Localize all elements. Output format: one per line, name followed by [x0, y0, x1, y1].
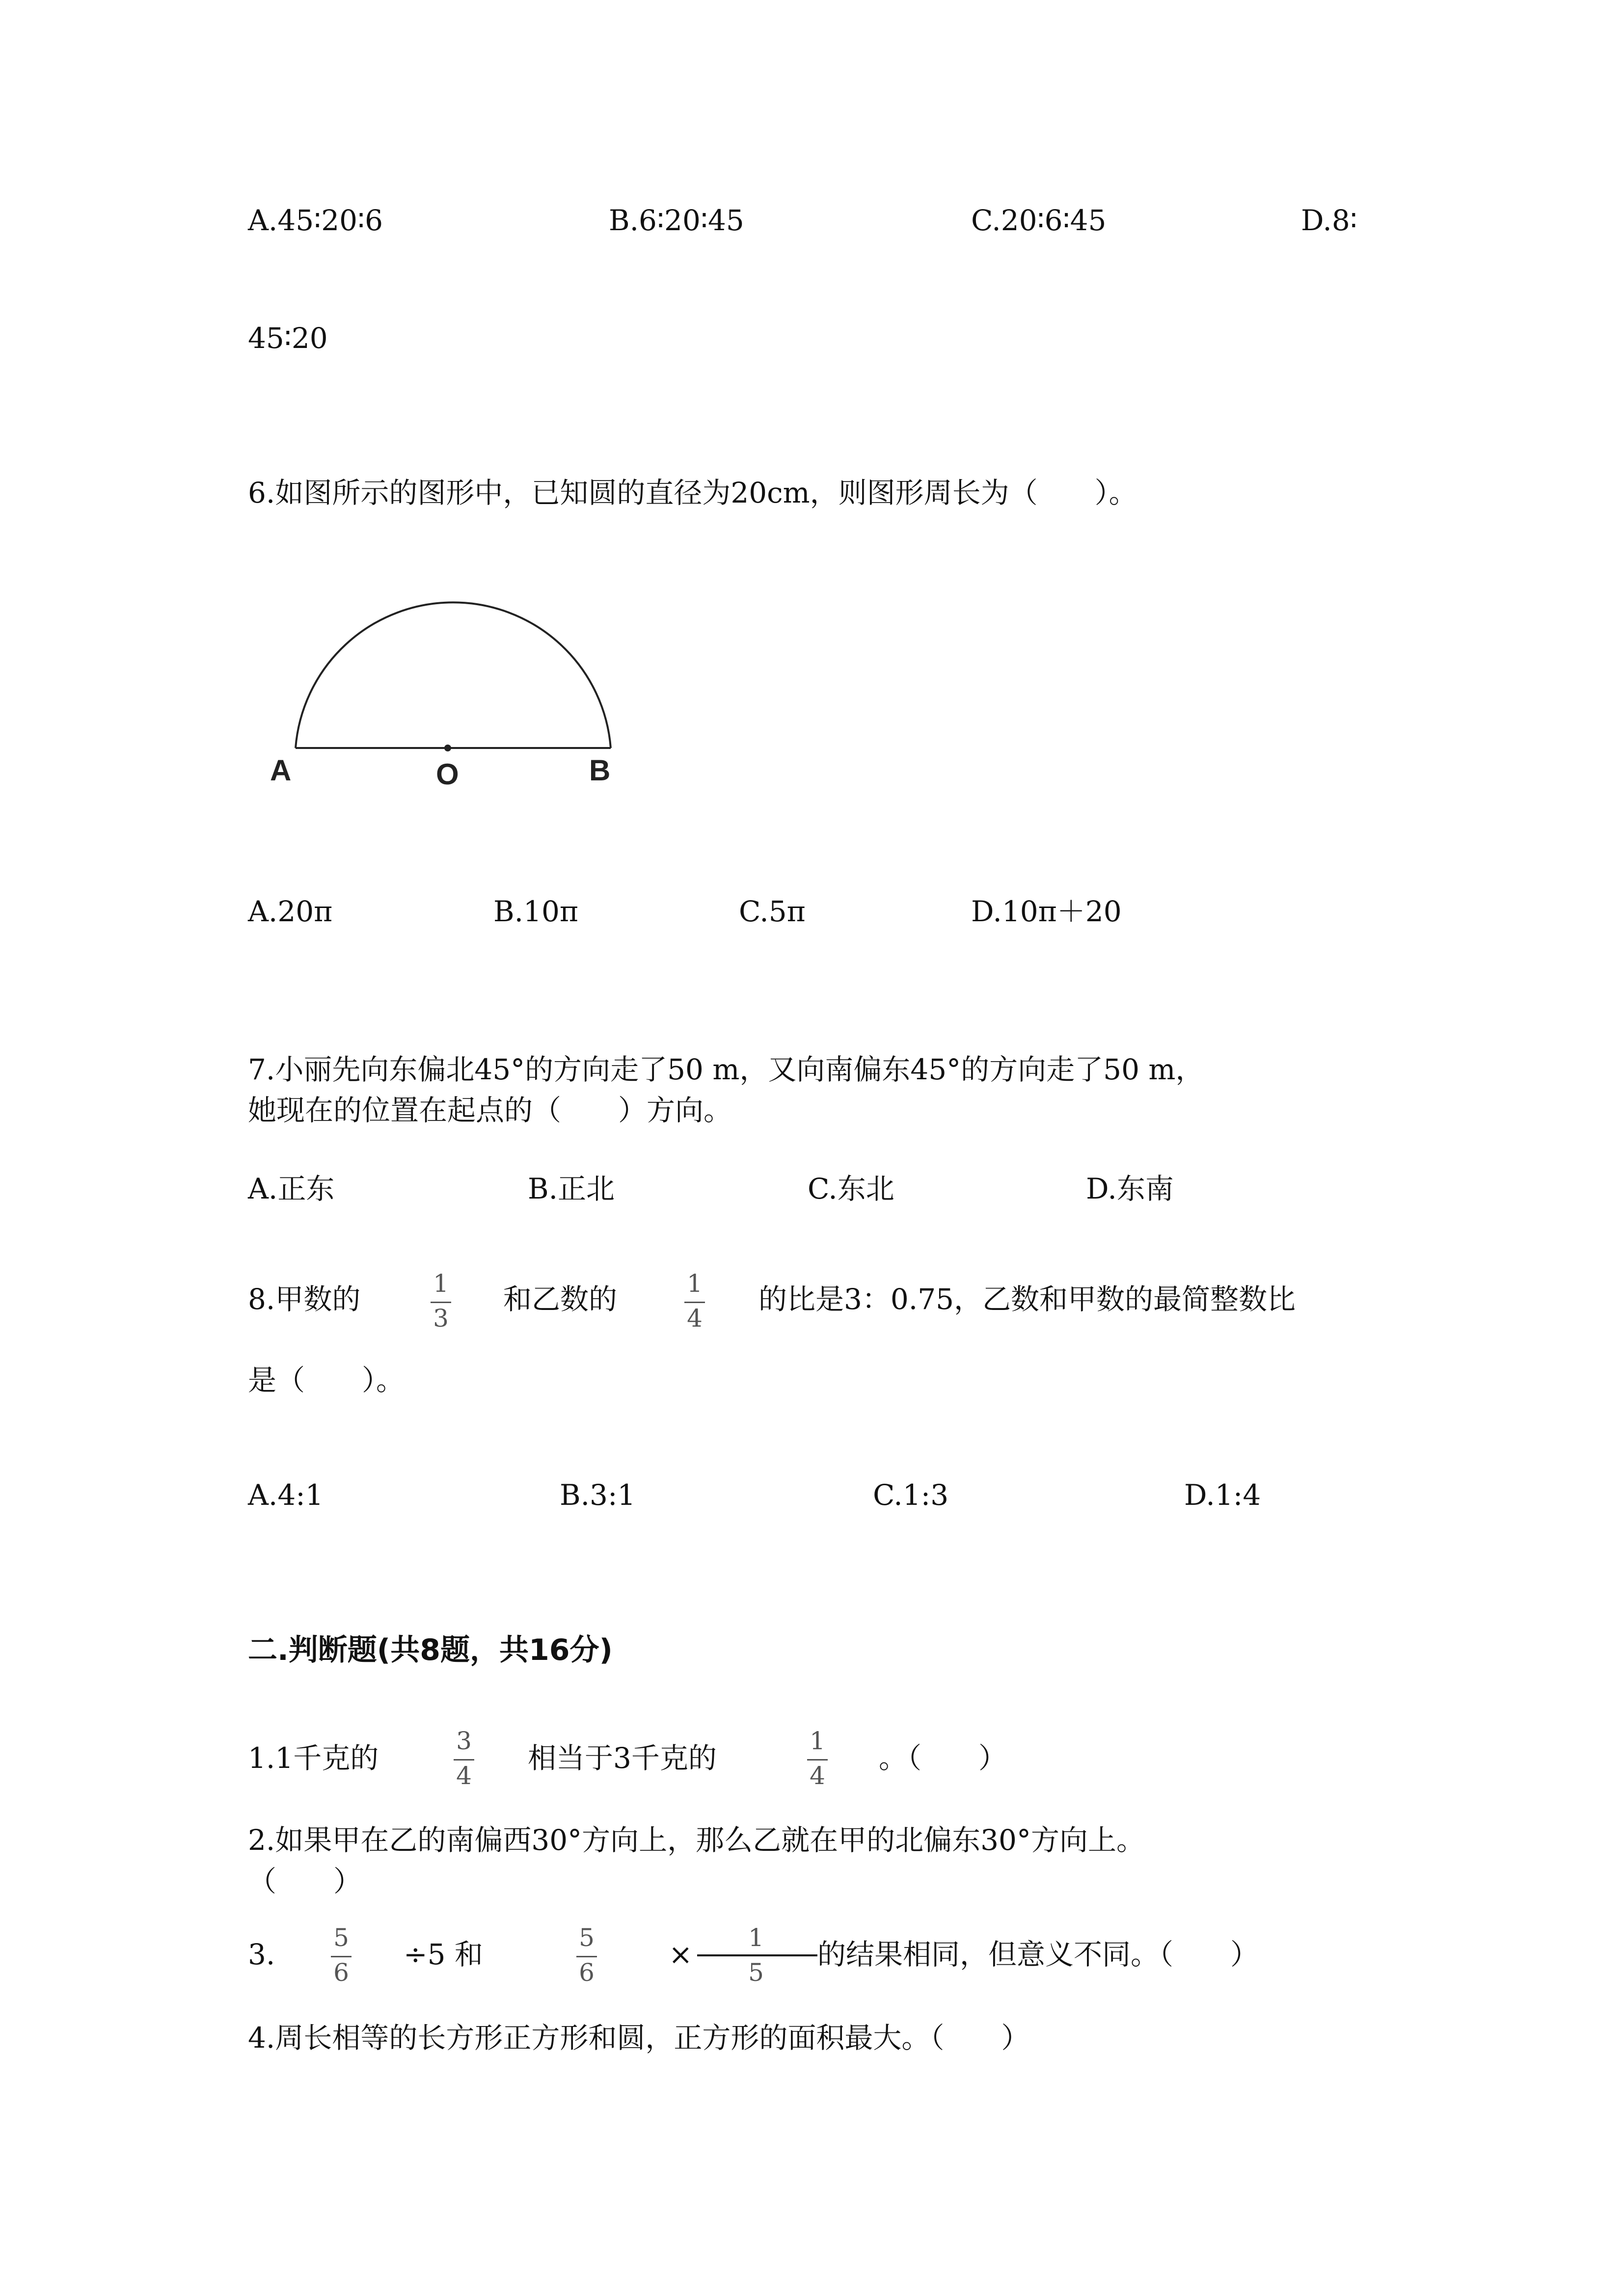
fraction-denominator: 3 [433, 1304, 449, 1333]
q5-option-d: D.8∶ [1301, 204, 1357, 237]
tf3-part1: 3. [248, 1938, 275, 1971]
tf1-part1: 1.1千克的 [248, 1741, 379, 1775]
q7-option-a: A.正东 [248, 1172, 335, 1205]
tf3-part2: ÷5 和 [404, 1938, 483, 1971]
q8-line2: 是（ ）。 [248, 1363, 405, 1397]
q8-option-d: D.1:4 [1184, 1478, 1261, 1512]
label-b: B [589, 754, 611, 787]
tf3-fraction-2 [572, 1925, 601, 1988]
q8-option-a: A.4:1 [248, 1478, 324, 1512]
tf3-fraction-1 [326, 1925, 356, 1988]
q6-option-d: D.10π＋20 [971, 895, 1122, 928]
q7-option-b: B.正北 [528, 1172, 615, 1205]
q6-stem: 6.如图所示的图形中，已知圆的直径为20cm，则图形周长为（ ）。 [248, 476, 1137, 509]
fraction-numerator: 1 [810, 1727, 825, 1755]
q6-option-a: A.20π [248, 895, 333, 928]
center-point [444, 745, 451, 751]
tf3-part4: 的结果相同，但意义不同。（ ） [817, 1938, 1259, 1971]
fraction-denominator: 4 [810, 1762, 825, 1790]
q8-option-c: C.1:3 [873, 1478, 949, 1512]
q8-part2: 和乙数的 [503, 1282, 618, 1316]
fraction-numerator: 5 [333, 1923, 349, 1952]
fraction-denominator: 6 [579, 1958, 595, 1987]
q8-fraction-2 [680, 1271, 709, 1334]
section-heading: 二.判断题(共8题，共16分) [248, 1633, 613, 1667]
tf1-fraction-2 [803, 1729, 832, 1791]
fraction-numerator: 3 [456, 1727, 472, 1755]
q6-option-c: C.5π [739, 895, 806, 928]
tf1-part2: 相当于3千克的 [528, 1741, 717, 1775]
q5-option-b: B.6∶20∶45 [609, 204, 744, 237]
fraction-denominator: 4 [687, 1304, 703, 1333]
q7-option-d: D.东南 [1086, 1172, 1174, 1205]
q8-part1: 8.甲数的 [248, 1282, 361, 1316]
tf1-part3: 。（ ） [879, 1741, 1007, 1775]
q8-fraction-1 [426, 1271, 456, 1334]
q6-option-b: B.10π [493, 895, 578, 928]
q8-option-b: B.3:1 [560, 1478, 636, 1512]
tf2-line2: （ ） [248, 1865, 362, 1898]
q7-stem-line1: 7.小丽先向东偏北45°的方向走了50 m，又向南偏东45°的方向走了50 m， [248, 1053, 1204, 1086]
q5-option-a: A.45∶20∶6 [248, 204, 383, 237]
semicircle-figure [265, 579, 619, 805]
fraction-numerator: 1 [433, 1269, 449, 1298]
fraction-numerator: 1 [687, 1269, 703, 1298]
tf3-part3: × [669, 1938, 693, 1971]
fraction-denominator: 5 [748, 1958, 764, 1987]
fraction-numerator: 5 [579, 1923, 595, 1952]
q5-option-c: C.20∶6∶45 [971, 204, 1107, 237]
label-o: O [436, 758, 459, 791]
q7-stem-line2: 她现在的位置在起点的（ ）方向。 [248, 1094, 732, 1127]
semicircle-arc [296, 602, 611, 748]
tf4-text: 4.周长相等的长方形正方形和圆，正方形的面积最大。（ ） [248, 2021, 1030, 2055]
tf2-line1: 2.如果甲在乙的南偏西30°方向上，那么乙就在甲的北偏东30°方向上。 [248, 1823, 1145, 1857]
fraction-numerator: 1 [748, 1923, 764, 1952]
label-a: A [270, 754, 292, 787]
fraction-denominator: 4 [456, 1762, 472, 1790]
q5-option-d-continued: 45∶20 [248, 321, 328, 355]
tf3-fraction-3 [741, 1925, 771, 1988]
tf1-fraction-1 [449, 1729, 479, 1791]
q8-part3: 的比是3：0.75，乙数和甲数的最简整数比 [758, 1282, 1296, 1316]
q7-option-c: C.东北 [808, 1172, 894, 1205]
fraction-denominator: 6 [333, 1958, 349, 1987]
